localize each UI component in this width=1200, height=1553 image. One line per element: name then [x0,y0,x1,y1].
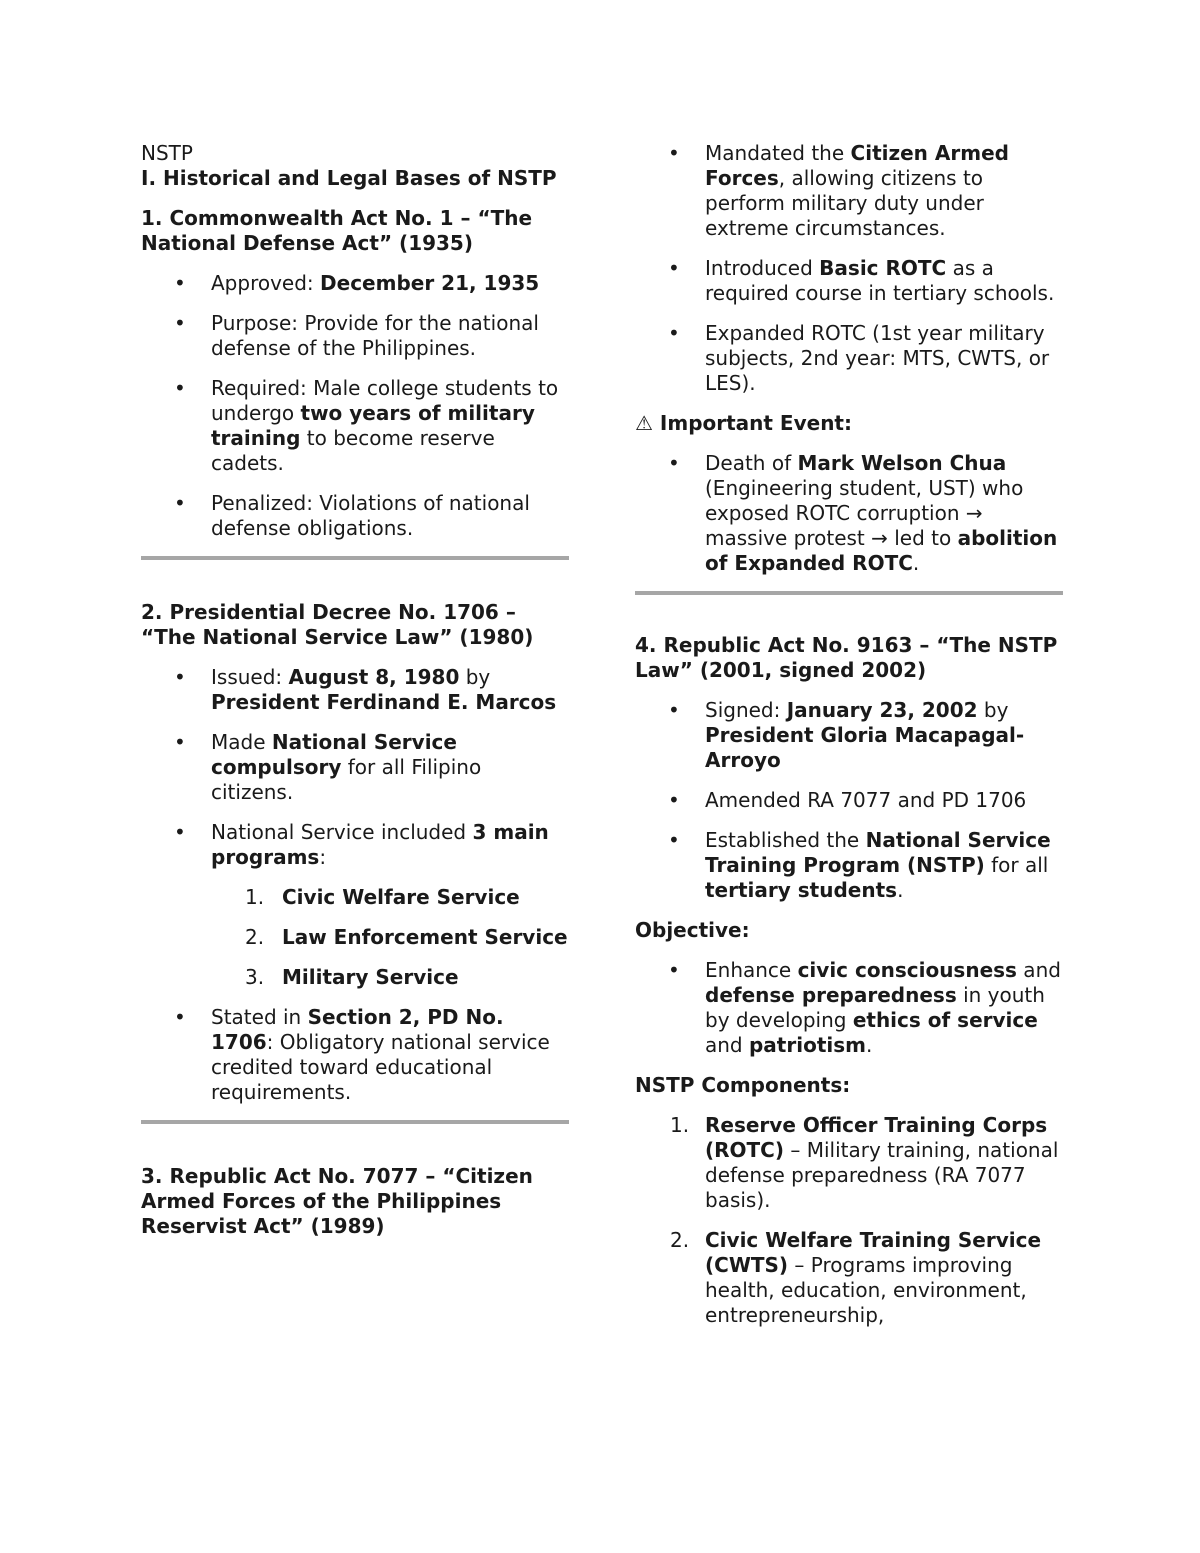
item-bold: August 8, 1980 [288,665,460,689]
item-bold: Reserve Officer Training Corps (ROTC) [705,1113,1048,1162]
item-text: Death of [705,451,798,475]
section-divider [635,591,1063,595]
item-bold: Section 2, PD No. 1706 [211,1005,504,1054]
item-bold: National Service compulsory [211,730,457,779]
item-text: Stated in [211,1005,308,1029]
list-item [705,788,1063,813]
list-ra7077 [635,141,1063,396]
item-bold: patriotism [748,1033,866,1057]
list-item [705,141,1063,241]
list-item [211,271,569,296]
item-bold: National Service Training Program (NSTP) [705,828,1051,877]
program-item [245,925,569,950]
program-label: Military Service [282,965,459,989]
item-bold: President Gloria Macapagal-Arroyo [705,723,1025,772]
program-item [245,965,569,990]
item-text: and [1016,958,1061,982]
item-number: 2. [245,925,265,949]
item-text: by [459,665,491,689]
item-text: . [897,878,904,902]
list-ca1 [141,271,569,541]
item-bold: tertiary students [705,878,898,902]
list-pd1706-cont [141,1005,569,1105]
item-text: as a required course in tertiary schools. [705,256,1055,305]
heading-ra9163: 4. Republic Act No. 9163 – “The NSTP Law” (2001, signed 2002) [635,633,1058,682]
component-item [670,1113,1063,1213]
program-label: Civic Welfare Service [282,885,520,909]
list-item [211,1005,569,1105]
list-item [211,491,569,541]
components-label: NSTP Components: [635,1073,851,1097]
item-bold: President Ferdinand E. Marcos [211,690,557,714]
warning-icon: ⚠ [635,411,653,435]
left-column [141,141,569,1254]
item-bold: two years of military training [211,401,535,450]
item-bold: civic consciousness [797,958,1017,982]
item-text: : [319,845,327,869]
item-text: and [705,1033,749,1057]
item-text: Enhance [705,958,798,982]
item-text: . [865,1033,873,1057]
item-number: 1. [670,1113,690,1137]
section-title-historical: I. Historical and Legal Bases of NSTP [141,166,557,190]
program-label: Law Enforcement Service [282,925,568,949]
item-number: 2. [670,1228,690,1252]
list-item [211,820,569,870]
item-text: Purpose: Provide for the national defense of the Philippines. [211,311,539,360]
item-text: – Programs improving health, education, environment, entrepreneurship, [705,1253,1027,1327]
item-text: . [912,551,920,575]
item-bold: Basic ROTC [819,256,947,280]
list-item [705,321,1063,396]
list-item [705,451,1063,576]
item-bold: 3 main programs [211,820,549,869]
item-bold: ethics of service [852,1008,1038,1032]
heading-ra7077: 3. Republic Act No. 7077 – “Citizen Armed Forces of the Philippines Reservist Act” (1989) [141,1164,533,1238]
component-item [670,1228,1063,1328]
item-text: Made [211,730,272,754]
item-text: : Obligatory national service credited toward educational requirements. [211,1030,550,1104]
objective-label: Objective: [635,918,750,942]
list-objective [635,958,1063,1058]
list-item [211,665,569,715]
list-event [635,451,1063,576]
item-text: Amended RA 7077 and PD 1706 [705,788,1027,812]
item-text: – Military training, national defense preparedness (RA 7077 basis). [705,1138,1059,1212]
program-item [245,885,569,910]
label-text: Important Event: [659,411,852,435]
important-event-label [635,411,1063,436]
item-text: National Service included [211,820,473,844]
components-list [635,1113,1063,1328]
item-text: Penalized: Violations of national defense obligations. [211,491,530,540]
heading-pd1706: 2. Presidential Decree No. 1706 – “The National Service Law” (1980) [141,600,534,649]
item-text: Introduced [705,256,820,280]
list-item [705,828,1063,903]
list-item [211,311,569,361]
item-bold: Civic Welfare Training Service (CWTS) [705,1228,1042,1277]
item-text: in youth by developing [705,983,1045,1032]
programs-list [141,885,569,990]
item-bold: December 21, 1935 [320,271,540,295]
item-bold: January 23, 2002 [786,698,978,722]
list-pd1706 [141,665,569,870]
item-bold: Citizen Armed Forces [705,141,1009,190]
list-item [705,256,1063,306]
item-text: Required: Male college students to undergo [211,376,559,425]
item-text: by [977,698,1009,722]
item-text: Signed: [705,698,787,722]
heading-ca1: 1. Commonwealth Act No. 1 – “The National Defense Act” (1935) [141,206,533,255]
item-text: to become reserve cadets. [211,426,495,475]
item-bold: Mark Welson Chua [797,451,1007,475]
item-number: 3. [245,965,265,989]
section-divider [141,556,569,560]
list-item [211,376,569,476]
section-divider [141,1120,569,1124]
item-text: Approved: [211,271,321,295]
item-text: Mandated the [705,141,851,165]
item-text: Issued: [211,665,289,689]
list-item [211,730,569,805]
item-text: (Engineering student, UST) who exposed ROTC corruption → massive protest → led to [705,476,1024,550]
list-ra9163 [635,698,1063,903]
item-text: for all [984,853,1049,877]
item-text: , allowing citizens to perform military duty under extreme circumstances. [705,166,984,240]
list-item [705,958,1063,1058]
item-text: for all Filipino citizens. [211,755,482,804]
item-text: Expanded ROTC (1st year military subjects, 2nd year: MTS, CWTS, or LES). [705,321,1050,395]
right-column [635,141,1063,1343]
item-bold: abolition of Expanded ROTC [705,526,1058,575]
list-item [705,698,1063,773]
item-number: 1. [245,885,265,909]
item-text: Established the [705,828,866,852]
document-title [141,141,569,191]
item-bold: defense preparedness [705,983,957,1007]
title-nstp: NSTP [141,141,193,165]
